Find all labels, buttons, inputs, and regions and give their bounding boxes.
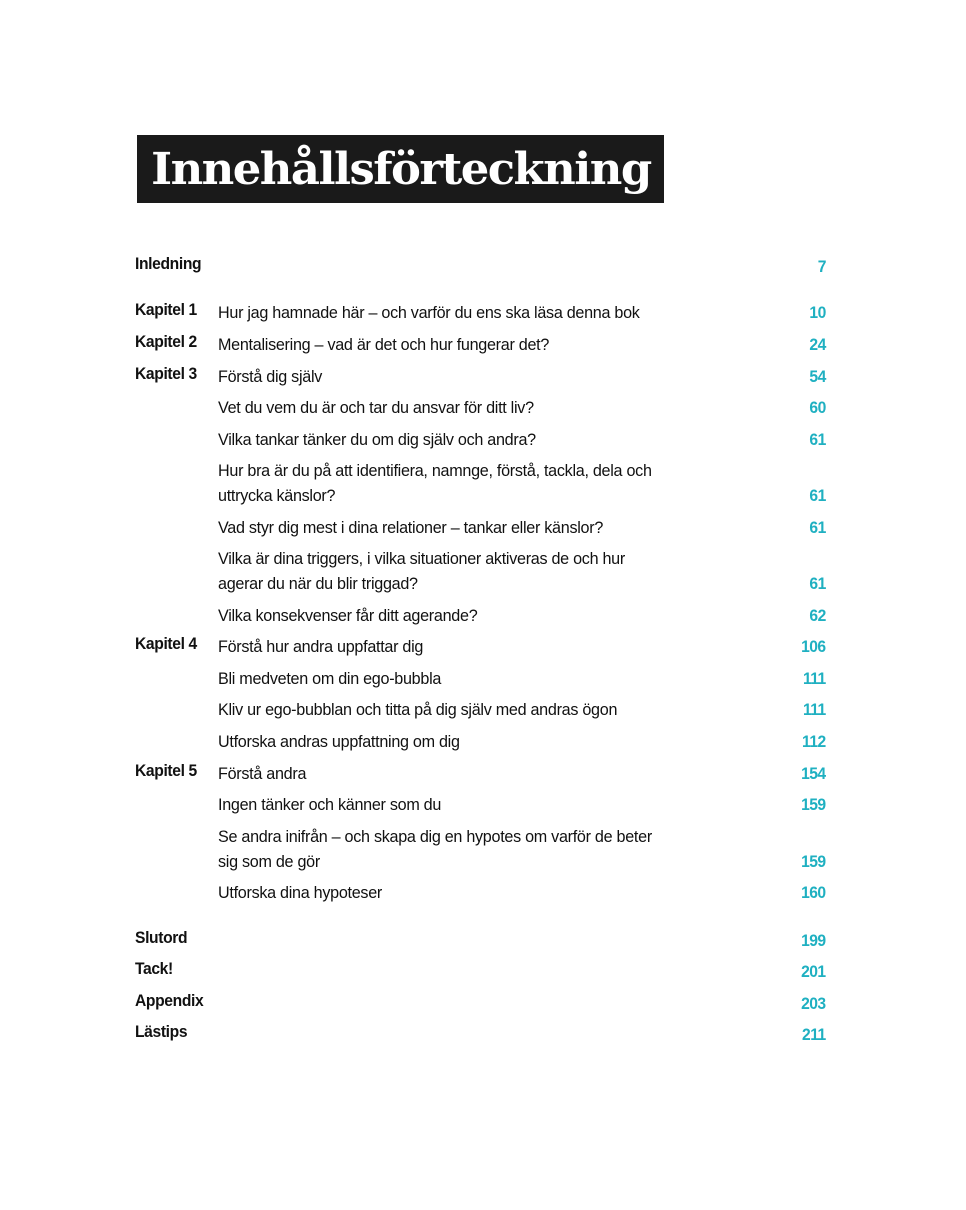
entry-title: Vad styr dig mest i dina relationer – tankar eller känslor? [218, 518, 604, 537]
page-number: 154 [801, 764, 826, 783]
toc-subentry[interactable] [135, 515, 826, 540]
toc-subentry[interactable] [135, 792, 826, 817]
entry-label: Lästips [135, 1022, 188, 1041]
page-number: 24 [809, 335, 826, 354]
page-number: 62 [809, 606, 826, 625]
entry-title: Hur bra är du på att identifiera, namnge, förstå, tackla, dela och [218, 461, 652, 480]
entry-title: Förstå hur andra uppfattar dig [218, 637, 424, 656]
chapter-label: Kapitel 1 [135, 300, 197, 319]
entry-title-line2: uttrycka känslor? [218, 486, 336, 505]
entry-title: Utforska andras uppfattning om dig [218, 732, 460, 751]
toc-entry-appendix[interactable] [135, 991, 826, 1016]
entry-title: Hur jag hamnade här – och varför du ens ska läsa denna bok [218, 303, 640, 322]
page-number: 7 [817, 257, 826, 276]
entry-title: Mentalisering – vad är det och hur fungerar det? [218, 335, 550, 354]
entry-title: Vet du vem du är och tar du ansvar för ditt liv? [218, 398, 534, 417]
toc-entry[interactable] [135, 332, 826, 357]
entry-title: Vilka konsekvenser får ditt agerande? [218, 606, 478, 625]
page-number: 61 [809, 430, 826, 449]
page-number: 211 [802, 1025, 826, 1044]
page-number: 10 [809, 303, 826, 322]
entry-title: Se andra inifrån – och skapa dig en hypotes om varför de beter [218, 827, 652, 846]
toc-subentry[interactable] [135, 824, 826, 874]
toc-entry-slutord[interactable] [135, 928, 826, 953]
toc-subentry[interactable] [135, 666, 826, 691]
page-number: 112 [802, 732, 826, 751]
chapter-label: Kapitel 2 [135, 332, 197, 351]
page-number: 54 [809, 367, 826, 386]
entry-title: Utforska dina hypoteser [218, 883, 383, 902]
entry-title: Förstå andra [218, 764, 307, 783]
entry-title: Vilka är dina triggers, i vilka situationer aktiveras de och hur [218, 549, 625, 568]
page-number: 201 [801, 962, 826, 981]
entry-label: Inledning [135, 254, 202, 273]
page-number: 160 [801, 883, 826, 902]
entry-label: Appendix [135, 991, 204, 1010]
entry-title: Förstå dig själv [218, 367, 323, 386]
page-number: 203 [801, 994, 826, 1013]
page-number: 111 [803, 700, 826, 719]
entry-title-line2: agerar du när du blir triggad? [218, 574, 418, 593]
toc-entry[interactable] [135, 634, 826, 659]
entry-title: Vilka tankar tänker du om dig själv och andra? [218, 430, 536, 449]
toc-entry[interactable] [135, 761, 826, 786]
entry-title-line2: sig som de gör [218, 852, 320, 871]
toc-subentry[interactable] [135, 427, 826, 452]
page-number: 111 [803, 669, 826, 688]
toc-entry[interactable] [135, 364, 826, 389]
page-title: Innehållsförteckning [150, 143, 651, 195]
toc-subentry[interactable] [135, 458, 826, 508]
toc-entry-tack[interactable] [135, 959, 826, 984]
page-number: 61 [809, 574, 826, 593]
toc-subentry[interactable] [135, 546, 826, 596]
chapter-label: Kapitel 3 [135, 364, 197, 383]
page-number: 106 [801, 637, 826, 656]
entry-title: Bli medveten om din ego-bubbla [218, 669, 442, 688]
toc-subentry[interactable] [135, 697, 826, 722]
page-number: 159 [801, 795, 826, 814]
chapter-label: Kapitel 5 [135, 761, 197, 780]
entry-label: Tack! [135, 959, 173, 978]
toc-subentry[interactable] [135, 729, 826, 754]
page-number: 61 [809, 486, 826, 505]
toc-entry-lastips[interactable] [135, 1022, 826, 1047]
toc-subentry[interactable] [135, 603, 826, 628]
toc-subentry[interactable] [135, 395, 826, 420]
entry-title: Ingen tänker och känner som du [218, 795, 442, 814]
page-number: 60 [809, 398, 826, 417]
chapter-label: Kapitel 4 [135, 634, 197, 653]
entry-label: Slutord [135, 928, 188, 947]
page-number: 199 [801, 931, 826, 950]
title-banner [137, 135, 664, 203]
toc-subentry[interactable] [135, 880, 826, 905]
toc-entry[interactable] [135, 300, 826, 325]
page-number: 61 [809, 518, 826, 537]
toc-entry-intro[interactable] [135, 254, 826, 279]
entry-title: Kliv ur ego-bubblan och titta på dig själv med andras ögon [218, 700, 618, 719]
page-number: 159 [801, 852, 826, 871]
